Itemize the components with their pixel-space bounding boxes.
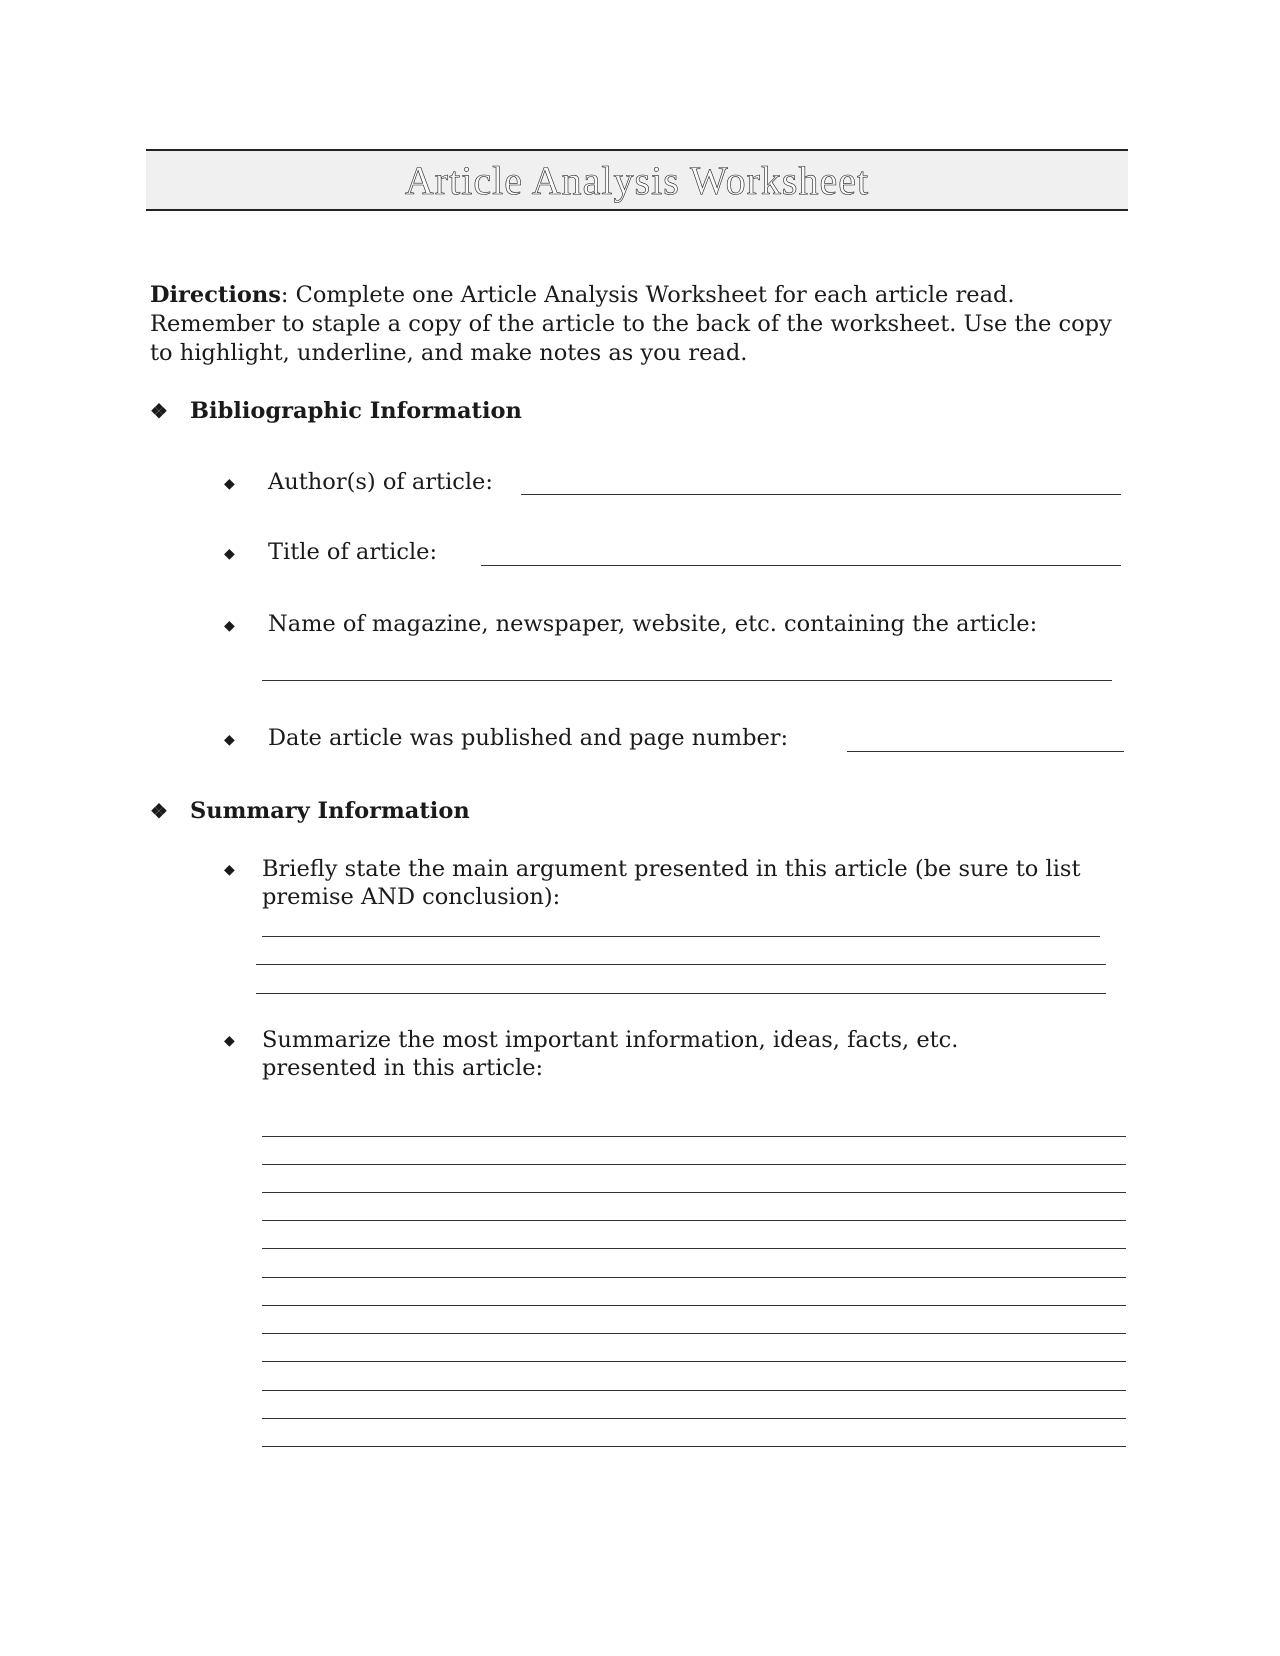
answer-line[interactable] <box>256 964 1106 965</box>
author-input-line[interactable] <box>521 494 1121 495</box>
field-label-title: Title of article: <box>268 539 438 565</box>
answer-line[interactable] <box>262 1220 1126 1221</box>
diamond-bullet-icon: ◆ <box>224 1033 235 1049</box>
answer-line[interactable] <box>262 1361 1126 1362</box>
question-summary: Summarize the most important information, ideas, facts, etc. presented in this article: <box>262 1027 959 1081</box>
directions-text: : Complete one Article Analysis Worksheet for each article read. Remember to staple a copy of the article to the back of the worksheet. Use the copy to highlight, underline, and make notes as you read. <box>150 282 1112 366</box>
answer-line[interactable] <box>262 1277 1126 1278</box>
answer-line[interactable] <box>262 1390 1126 1391</box>
publication-input-line[interactable] <box>262 680 1112 681</box>
answer-line[interactable] <box>262 1192 1126 1193</box>
answer-line[interactable] <box>256 993 1106 994</box>
diamond-bullet-icon: ◆ <box>224 862 235 878</box>
section-heading-summary <box>150 798 470 824</box>
answer-line[interactable] <box>262 1446 1126 1447</box>
four-diamond-icon: ❖ <box>150 399 168 423</box>
answer-line[interactable] <box>262 1305 1126 1306</box>
section-heading-bibliographic <box>150 398 522 424</box>
date-input-line[interactable] <box>847 751 1124 752</box>
answer-line[interactable] <box>262 1333 1126 1334</box>
section-heading-text: Summary Information <box>190 798 470 824</box>
four-diamond-icon: ❖ <box>150 799 168 823</box>
diamond-bullet-icon: ◆ <box>224 732 235 748</box>
title-banner <box>146 149 1128 211</box>
directions-paragraph <box>150 281 1130 368</box>
answer-line[interactable] <box>262 936 1100 937</box>
directions-label: Directions <box>150 282 281 308</box>
answer-line[interactable] <box>262 1164 1126 1165</box>
diamond-bullet-icon: ◆ <box>224 618 235 634</box>
answer-line[interactable] <box>262 1136 1126 1137</box>
section-heading-text: Bibliographic Information <box>190 398 522 424</box>
field-label-author: Author(s) of article: <box>268 469 493 495</box>
question-main-argument: Briefly state the main argument presented in this article (be sure to list premise AND conclusion): <box>262 856 1081 910</box>
field-label-date: Date article was published and page number: <box>268 725 789 751</box>
answer-line[interactable] <box>262 1248 1126 1249</box>
answer-line[interactable] <box>262 1418 1126 1419</box>
page-title: Article Analysis Worksheet <box>404 157 870 203</box>
field-label-publication: Name of magazine, newspaper, website, etc. containing the article: <box>268 611 1038 637</box>
title-input-line[interactable] <box>481 565 1121 566</box>
diamond-bullet-icon: ◆ <box>224 546 235 562</box>
diamond-bullet-icon: ◆ <box>224 476 235 492</box>
